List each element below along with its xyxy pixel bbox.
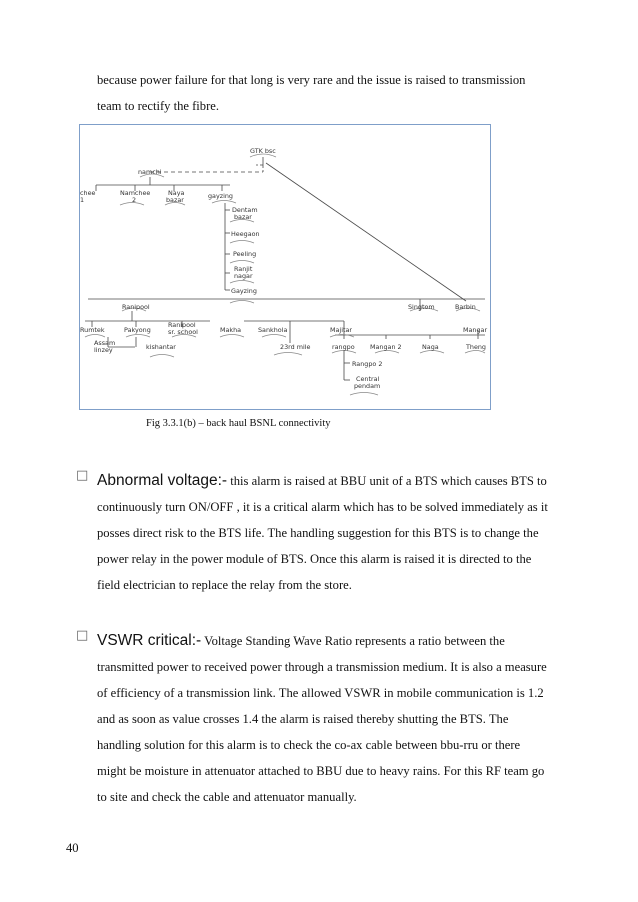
node-naga: Naga bbox=[422, 343, 439, 351]
node-gtk: GTK bsc bbox=[250, 147, 276, 155]
node-chee-sub: 1 bbox=[80, 196, 85, 204]
diagram-svg bbox=[80, 125, 491, 410]
node-nagar: nagar bbox=[234, 272, 253, 280]
node-naya: Naya bbox=[168, 189, 185, 197]
intro-line-1: because power failure for that long is very rare and the issue is raised to transmission bbox=[97, 73, 526, 87]
node-central: Central bbox=[356, 375, 380, 383]
node-pakyong: Pakyong bbox=[124, 326, 151, 334]
node-namchi: namchi bbox=[138, 168, 162, 176]
node-kishantar: kishantar bbox=[146, 343, 176, 351]
node-gayzing-1: gayzing bbox=[208, 192, 233, 200]
figure-caption: Fig 3.3.1(b) – back haul BSNL connectivity bbox=[146, 418, 331, 429]
node-rangpo-2: Rangpo 2 bbox=[352, 360, 383, 368]
bullet-text: Abnormal voltage:- this alarm is raised at BBU unit of a BTS which causes BTS to continuously turn ON/OFF , it is a critical alarm which has to be solved immediately as it posses direct risk to the BTS life. The handling suggestion for this BTS is to change the power relay in the power module of BTS. Once this alarm is raised it is directed to the field electrician to replace the relay from the store. bbox=[97, 472, 548, 592]
node-dentam-bazar: bazar bbox=[234, 213, 252, 221]
node-assam: Assam bbox=[94, 339, 116, 347]
node-theng: Theng bbox=[466, 343, 486, 351]
node-school: sr. school bbox=[168, 328, 198, 336]
node-heegaon: Heegaon bbox=[231, 230, 260, 238]
node-dentam: Dentam bbox=[232, 206, 258, 214]
node-gayzing-2: Gayzing bbox=[231, 287, 257, 295]
node-ranjit: Ranjit bbox=[234, 265, 253, 273]
node-rumtek: Rumtek bbox=[80, 326, 105, 334]
node-mangar: Mangar bbox=[463, 326, 488, 334]
node-makha: Makha bbox=[220, 326, 242, 334]
node-rangpo: rangpo bbox=[332, 343, 355, 351]
intro-paragraph bbox=[97, 67, 567, 119]
bullet-text: VSWR critical:- Voltage Standing Wave Ratio represents a ratio between the transmitted power to received power through a transmission medium. It is also a measure of efficiency of a transmission link. The allowed VSWR in mobile communication is 1.2 and as soon as value crosses 1.4 the alarm is raised thereby shutting the BTS. The handling solution for this alarm is to check the co-ax cable between bbu-rru or there might be moisture in attenuator attached to BBU due to heavy rains. For this RF team go to site and check the cable and attenuator manually. bbox=[97, 632, 547, 804]
node-sankhola: Sankhola bbox=[258, 326, 288, 334]
node-linzey: linzey bbox=[94, 346, 113, 354]
bullet-heading: Abnormal voltage:- bbox=[97, 472, 228, 489]
node-bazar: bazar bbox=[166, 196, 184, 204]
node-23rd-mile: 23rd mile bbox=[280, 343, 311, 351]
node-ranipool-sr: Ranipool bbox=[168, 321, 196, 329]
node-singtom: Singtom bbox=[408, 303, 435, 311]
node-peeling: Peeling bbox=[233, 250, 257, 258]
node-pendam: pendam bbox=[354, 382, 381, 390]
node-mangan-2: Mangan 2 bbox=[370, 343, 402, 351]
node-namchee-sub: 2 bbox=[132, 196, 137, 204]
node-namchee: Namchee bbox=[120, 189, 151, 197]
bullet-marker: □ bbox=[76, 628, 89, 643]
intro-line-2: team to rectify the fibre. bbox=[97, 99, 220, 113]
node-majitar: Majitar bbox=[330, 326, 353, 334]
node-chee: chee bbox=[80, 189, 96, 197]
page-number: 40 bbox=[66, 841, 79, 855]
connectivity-diagram bbox=[79, 124, 491, 410]
node-barbin: Barbin bbox=[455, 303, 476, 311]
diagonal-link bbox=[266, 163, 466, 301]
bullet-marker: □ bbox=[76, 468, 89, 483]
node-ranipool: Ranipool bbox=[122, 303, 150, 311]
bullet-heading: VSWR critical:- bbox=[97, 632, 202, 649]
